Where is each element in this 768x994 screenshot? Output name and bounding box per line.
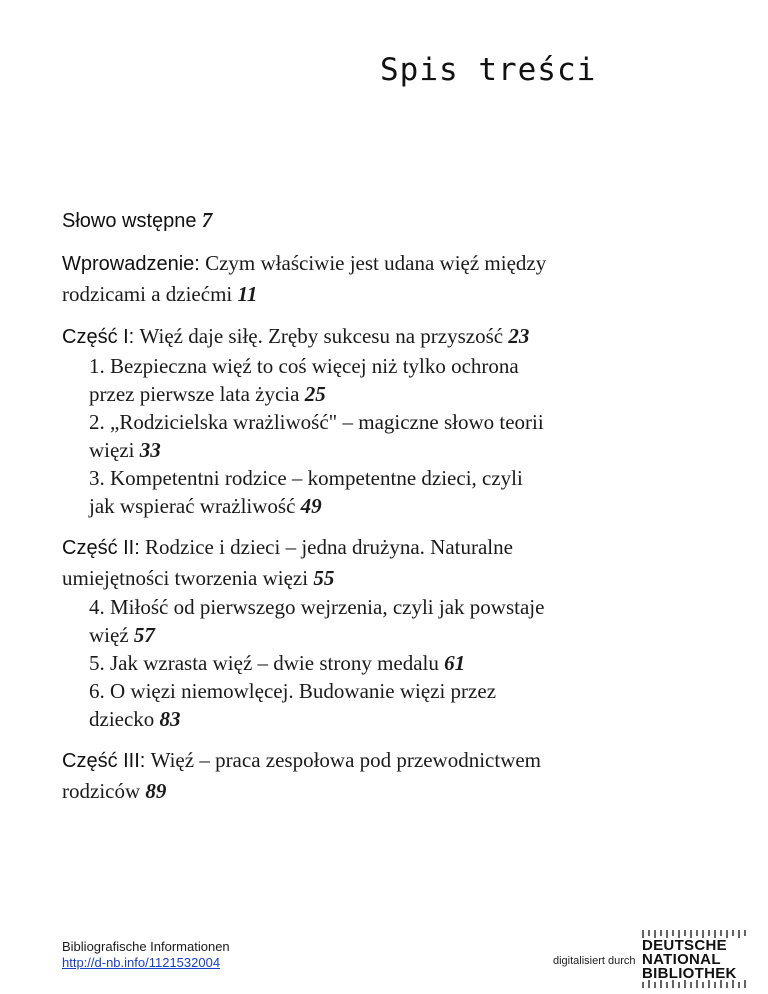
- page-title: Spis treści: [380, 52, 597, 88]
- toc-text: więzi: [89, 438, 135, 462]
- toc-text: rodziców: [62, 779, 141, 803]
- toc-label: Część II:: [62, 537, 140, 559]
- toc-label: Słowo wstępne: [62, 210, 197, 232]
- toc-text: 5. Jak wzrasta więź – dwie strony medalu: [89, 651, 439, 675]
- toc-entry-introduction: [62, 248, 682, 309]
- toc-text: dziecko: [89, 707, 155, 731]
- toc-entry-part-1: [62, 321, 682, 520]
- toc-page-number: 89: [145, 779, 167, 803]
- bibliographic-link[interactable]: http://d-nb.info/1121532004: [62, 955, 221, 970]
- toc-chapter-2: [62, 408, 682, 436]
- toc-chapter-3: [62, 464, 682, 492]
- bibliographic-label: Bibliografische Informationen: [62, 939, 230, 954]
- toc-entry-foreword: [62, 205, 682, 236]
- toc-text: Czym właściwie jest udana więź między: [205, 251, 547, 275]
- toc-page-number: 25: [304, 382, 326, 406]
- toc-text: 3. Kompetentni rodzice – kompetentne dzieci, czyli: [89, 466, 523, 490]
- toc-text: Więź – praca zespołowa pod przewodnictwem: [150, 748, 542, 772]
- bibliographic-info: [62, 939, 230, 971]
- toc-page-number: 57: [133, 623, 155, 647]
- toc-text: jak wspierać wrażliwość: [89, 494, 296, 518]
- toc-text: 1. Bezpieczna więź to coś więcej niż tylko ochrona: [89, 354, 519, 378]
- toc-chapter-6: [62, 677, 682, 705]
- toc-label: Wprowadzenie:: [62, 253, 200, 275]
- toc-page-number: 61: [444, 651, 466, 675]
- table-of-contents: [62, 205, 682, 818]
- toc-text: 4. Miłość od pierwszego wejrzenia, czyli jak powstaje: [89, 595, 545, 619]
- toc-page-number: 7: [201, 208, 213, 232]
- toc-text: rodzicami a dziećmi: [62, 282, 233, 306]
- dnb-logo: [640, 930, 748, 988]
- toc-text: 2. „Rodzicielska wrażliwość" – magiczne słowo teorii: [89, 410, 544, 434]
- toc-label: Część I:: [62, 326, 135, 348]
- toc-label: Część III:: [62, 750, 146, 772]
- toc-page-number: 49: [300, 494, 322, 518]
- toc-page-number: 55: [313, 566, 335, 590]
- toc-text: przez pierwsze lata życia: [89, 382, 300, 406]
- toc-text: umiejętności tworzenia więzi: [62, 566, 309, 590]
- toc-chapter-4: [62, 593, 682, 621]
- toc-entry-part-3: [62, 745, 682, 806]
- toc-text: Więź daje siłę. Zręby sukcesu na przyszość: [139, 324, 504, 348]
- toc-chapter-1: [62, 352, 682, 380]
- toc-page-number: 11: [237, 282, 258, 306]
- toc-text: Rodzice i dzieci – jedna drużyna. Naturalne: [145, 535, 513, 559]
- toc-page-number: 83: [159, 707, 181, 731]
- dnb-logo-wordmark: DEUTSCHE NATIONAL BIBLIOTHEK: [642, 937, 737, 982]
- digitized-by-label: digitalisiert durch: [553, 955, 636, 967]
- toc-page-number: 23: [508, 324, 530, 348]
- toc-text: 6. O więzi niemowlęcej. Budowanie więzi przez: [89, 679, 497, 703]
- toc-entry-part-2: [62, 532, 682, 733]
- toc-text: więź: [89, 623, 129, 647]
- toc-page-number: 33: [139, 438, 161, 462]
- toc-chapter-5: [62, 649, 682, 677]
